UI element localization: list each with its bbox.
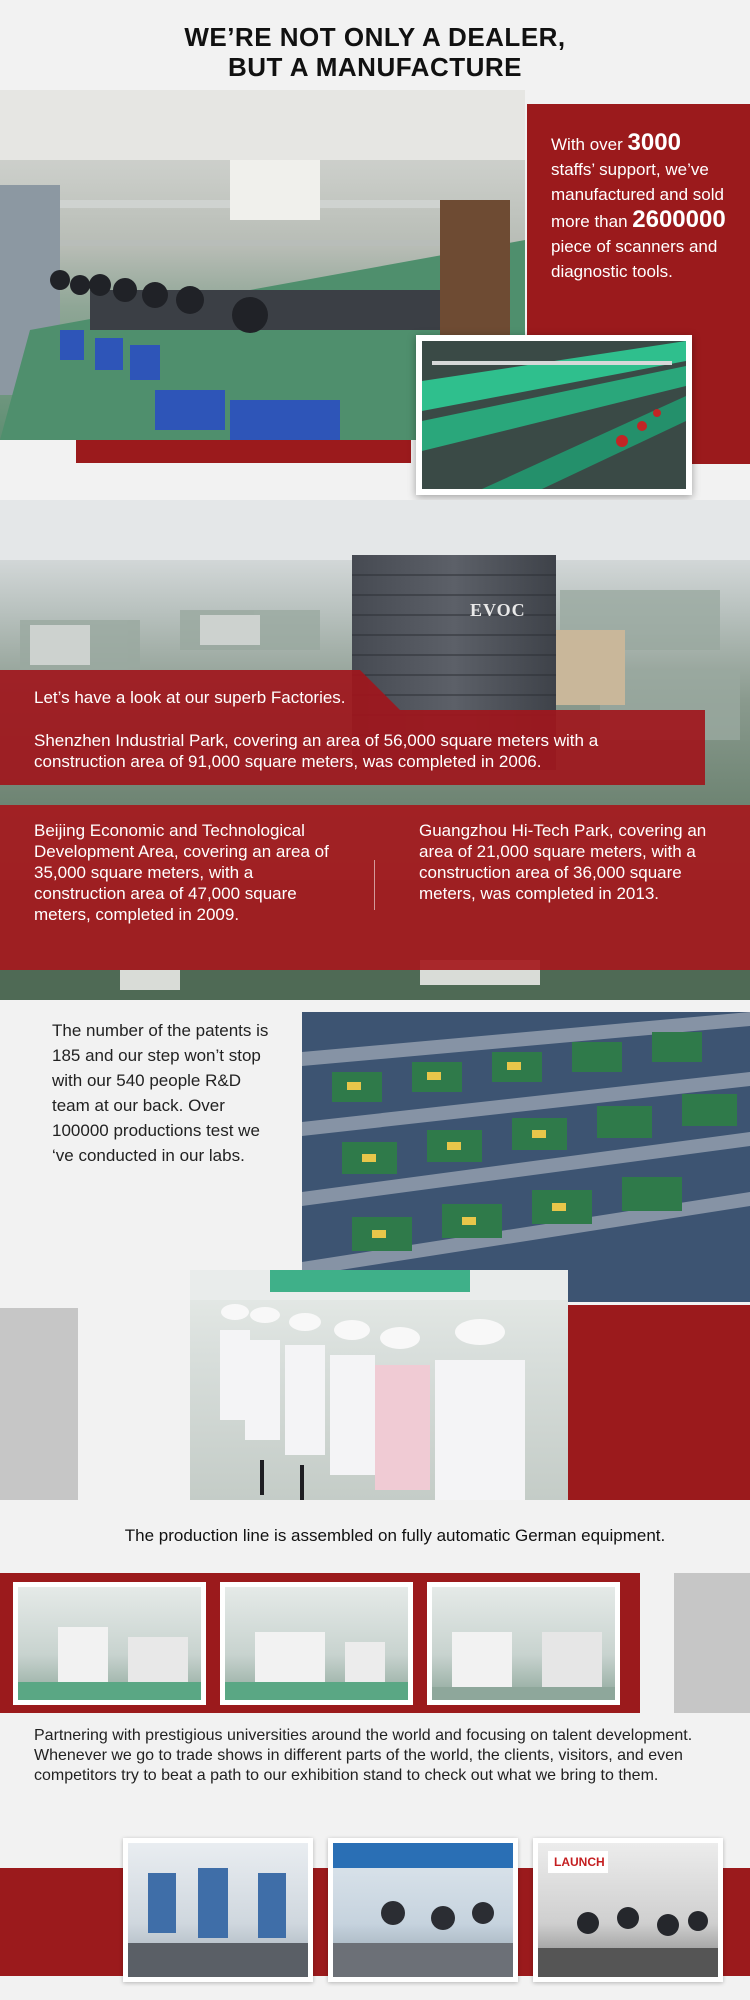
stat-text-b: staffs’ support, we’ve manufactured and sold more than bbox=[551, 160, 724, 231]
staff-count: 3000 bbox=[627, 129, 681, 156]
beijing-text: Beijing Economic and Technological Development Area, covering an area of 35,000 square meters, with a construction area of 47,000 square meters, completed in 2009. bbox=[34, 821, 329, 924]
red-accent-strip bbox=[76, 440, 411, 463]
machine-photo-3 bbox=[427, 1582, 620, 1705]
title-line-1: WE’RE NOT ONLY A DEALER, bbox=[184, 22, 566, 52]
factories-lead: Let’s have a look at our superb Factories. bbox=[34, 688, 346, 707]
lab-workers-photo bbox=[190, 1270, 568, 1500]
booth-sign: LAUNCH bbox=[554, 1855, 605, 1869]
machine-photo-2 bbox=[220, 1582, 413, 1705]
gray-accent-block bbox=[0, 1308, 78, 1500]
partners-text bbox=[34, 1726, 734, 1786]
units-sold: 2600000 bbox=[632, 206, 726, 233]
partners-line-1: Partnering with prestigious universities around the world and focusing on talent development. bbox=[34, 1727, 693, 1744]
stat-text-a: With over bbox=[551, 135, 628, 154]
guangzhou-text: Guangzhou Hi-Tech Park, covering an area of 21,000 square meters, with a construction area of 36,000 square meters, was completed in 2013. bbox=[419, 821, 707, 903]
assembly-line-illustration bbox=[422, 341, 686, 489]
rnd-text: The number of the patents is 185 and our step won’t stop with our 540 people R&D team at our back. Over 100000 productions test we ‘ve conducted in our labs. bbox=[52, 1021, 269, 1165]
building-logo: EVOC bbox=[470, 600, 526, 620]
machine-photo-1 bbox=[13, 1582, 206, 1705]
page-title bbox=[0, 22, 750, 82]
trade-show-photo-1 bbox=[123, 1838, 313, 1982]
column-divider bbox=[374, 860, 375, 910]
red-accent-block bbox=[567, 1305, 750, 1500]
shenzhen-text: Shenzhen Industrial Park, covering an area of 56,000 square meters with a construction area of 91,000 square meters, was completed in 2006. bbox=[34, 731, 599, 771]
title-line-2: BUT A MANUFACTURE bbox=[228, 52, 522, 82]
circuit-board-photo bbox=[302, 1012, 750, 1302]
production-caption: The production line is assembled on fully automatic German equipment. bbox=[124, 1526, 666, 1545]
trade-show-photo-2 bbox=[328, 1838, 518, 1982]
stat-text-c: piece of scanners and diagnostic tools. bbox=[551, 237, 718, 281]
partners-line-2: Whenever we go to trade shows in different parts of the world, the clients, visitors, and even competitors try to beat a path to our exhibition stand to check out what we bring to them. bbox=[34, 1747, 683, 1784]
trade-show-photo-3 bbox=[533, 1838, 723, 1982]
lab-workers-illustration bbox=[190, 1270, 568, 1500]
assembly-line-photo bbox=[416, 335, 692, 495]
gray-strip-block bbox=[674, 1573, 750, 1713]
circuit-board-illustration bbox=[302, 1012, 750, 1302]
